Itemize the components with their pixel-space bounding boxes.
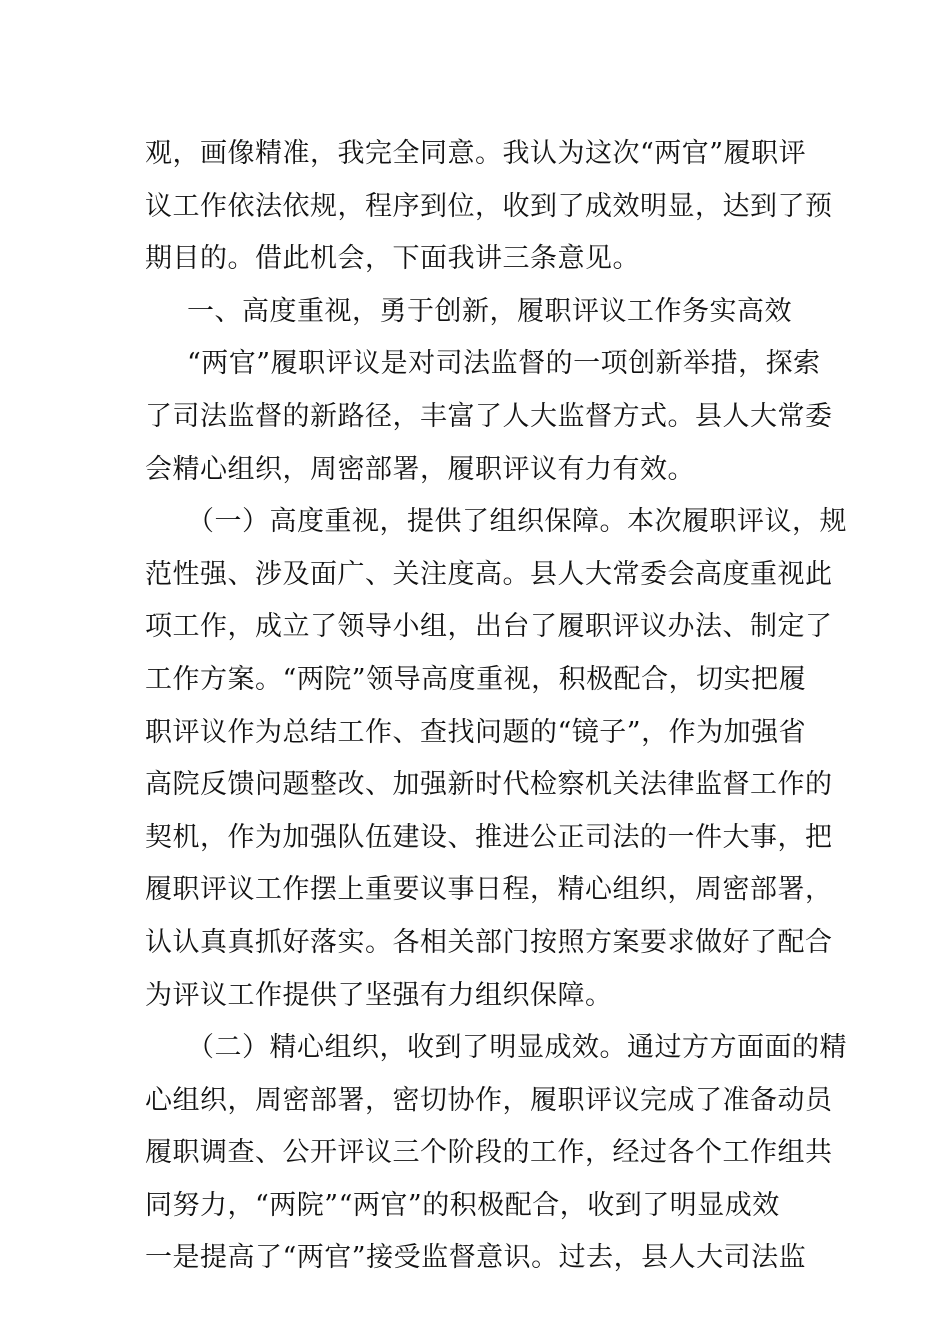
- text-line: 履职调查、公开评议三个阶段的工作，经过各个工作组共: [145, 1137, 833, 1169]
- text-line: 议工作依法依规，程序到位，收到了成效明显，达到了预: [145, 190, 833, 222]
- text-line: “两官”履职评议是对司法监督的一项创新举措，探索: [187, 348, 821, 380]
- section-heading: 一、高度重视，勇于创新，履职评议工作务实高效: [187, 295, 792, 327]
- text-line: 工作方案。“两院”领导高度重视，积极配合，切实把履: [145, 663, 807, 695]
- subsection-heading: （一）高度重视，提供了组织保障。本次履职评议，规: [187, 506, 847, 538]
- text-line: 高院反馈问题整改、加强新时代检察机关法律监督工作的: [145, 769, 833, 801]
- text-line: 范性强、涉及面广、关注度高。县人大常委会高度重视此: [145, 558, 833, 590]
- text-line: 契机，作为加强队伍建设、推进公正司法的一件大事，把: [145, 821, 833, 853]
- text-line: 期目的。借此机会，下面我讲三条意见。: [145, 243, 640, 275]
- text-line: 项工作，成立了领导小组，出台了履职评议办法、制定了: [145, 611, 833, 643]
- text-line: 履职评议工作摆上重要议事日程，精心组织，周密部署，: [145, 874, 833, 906]
- text-line: 观，画像精准，我完全同意。我认为这次“两官”履职评: [145, 138, 807, 169]
- document-body: [145, 128, 847, 1285]
- text-line: 为评议工作提供了坚强有力组织保障。: [145, 979, 613, 1011]
- text-line: 一是提高了“两官”接受监督意识。过去，县人大司法监: [145, 1242, 807, 1274]
- text-line: 会精心组织，周密部署，履职评议有力有效。: [145, 453, 695, 485]
- subsection-heading: （二）精心组织，收到了明显成效。通过方方面面的精: [187, 1032, 847, 1064]
- text-line: 同努力，“两院”“两官”的积极配合，收到了明显成效: [145, 1189, 780, 1221]
- text-line: 认认真真抓好落实。各相关部门按照方案要求做好了配合: [145, 926, 833, 958]
- text-line: 职评议作为总结工作、查找问题的“镜子”，作为加强省: [145, 716, 807, 748]
- text-line: 心组织，周密部署，密切协作，履职评议完成了准备动员: [145, 1084, 833, 1116]
- text-line: 了司法监督的新路径，丰富了人大监督方式。县人大常委: [145, 400, 833, 432]
